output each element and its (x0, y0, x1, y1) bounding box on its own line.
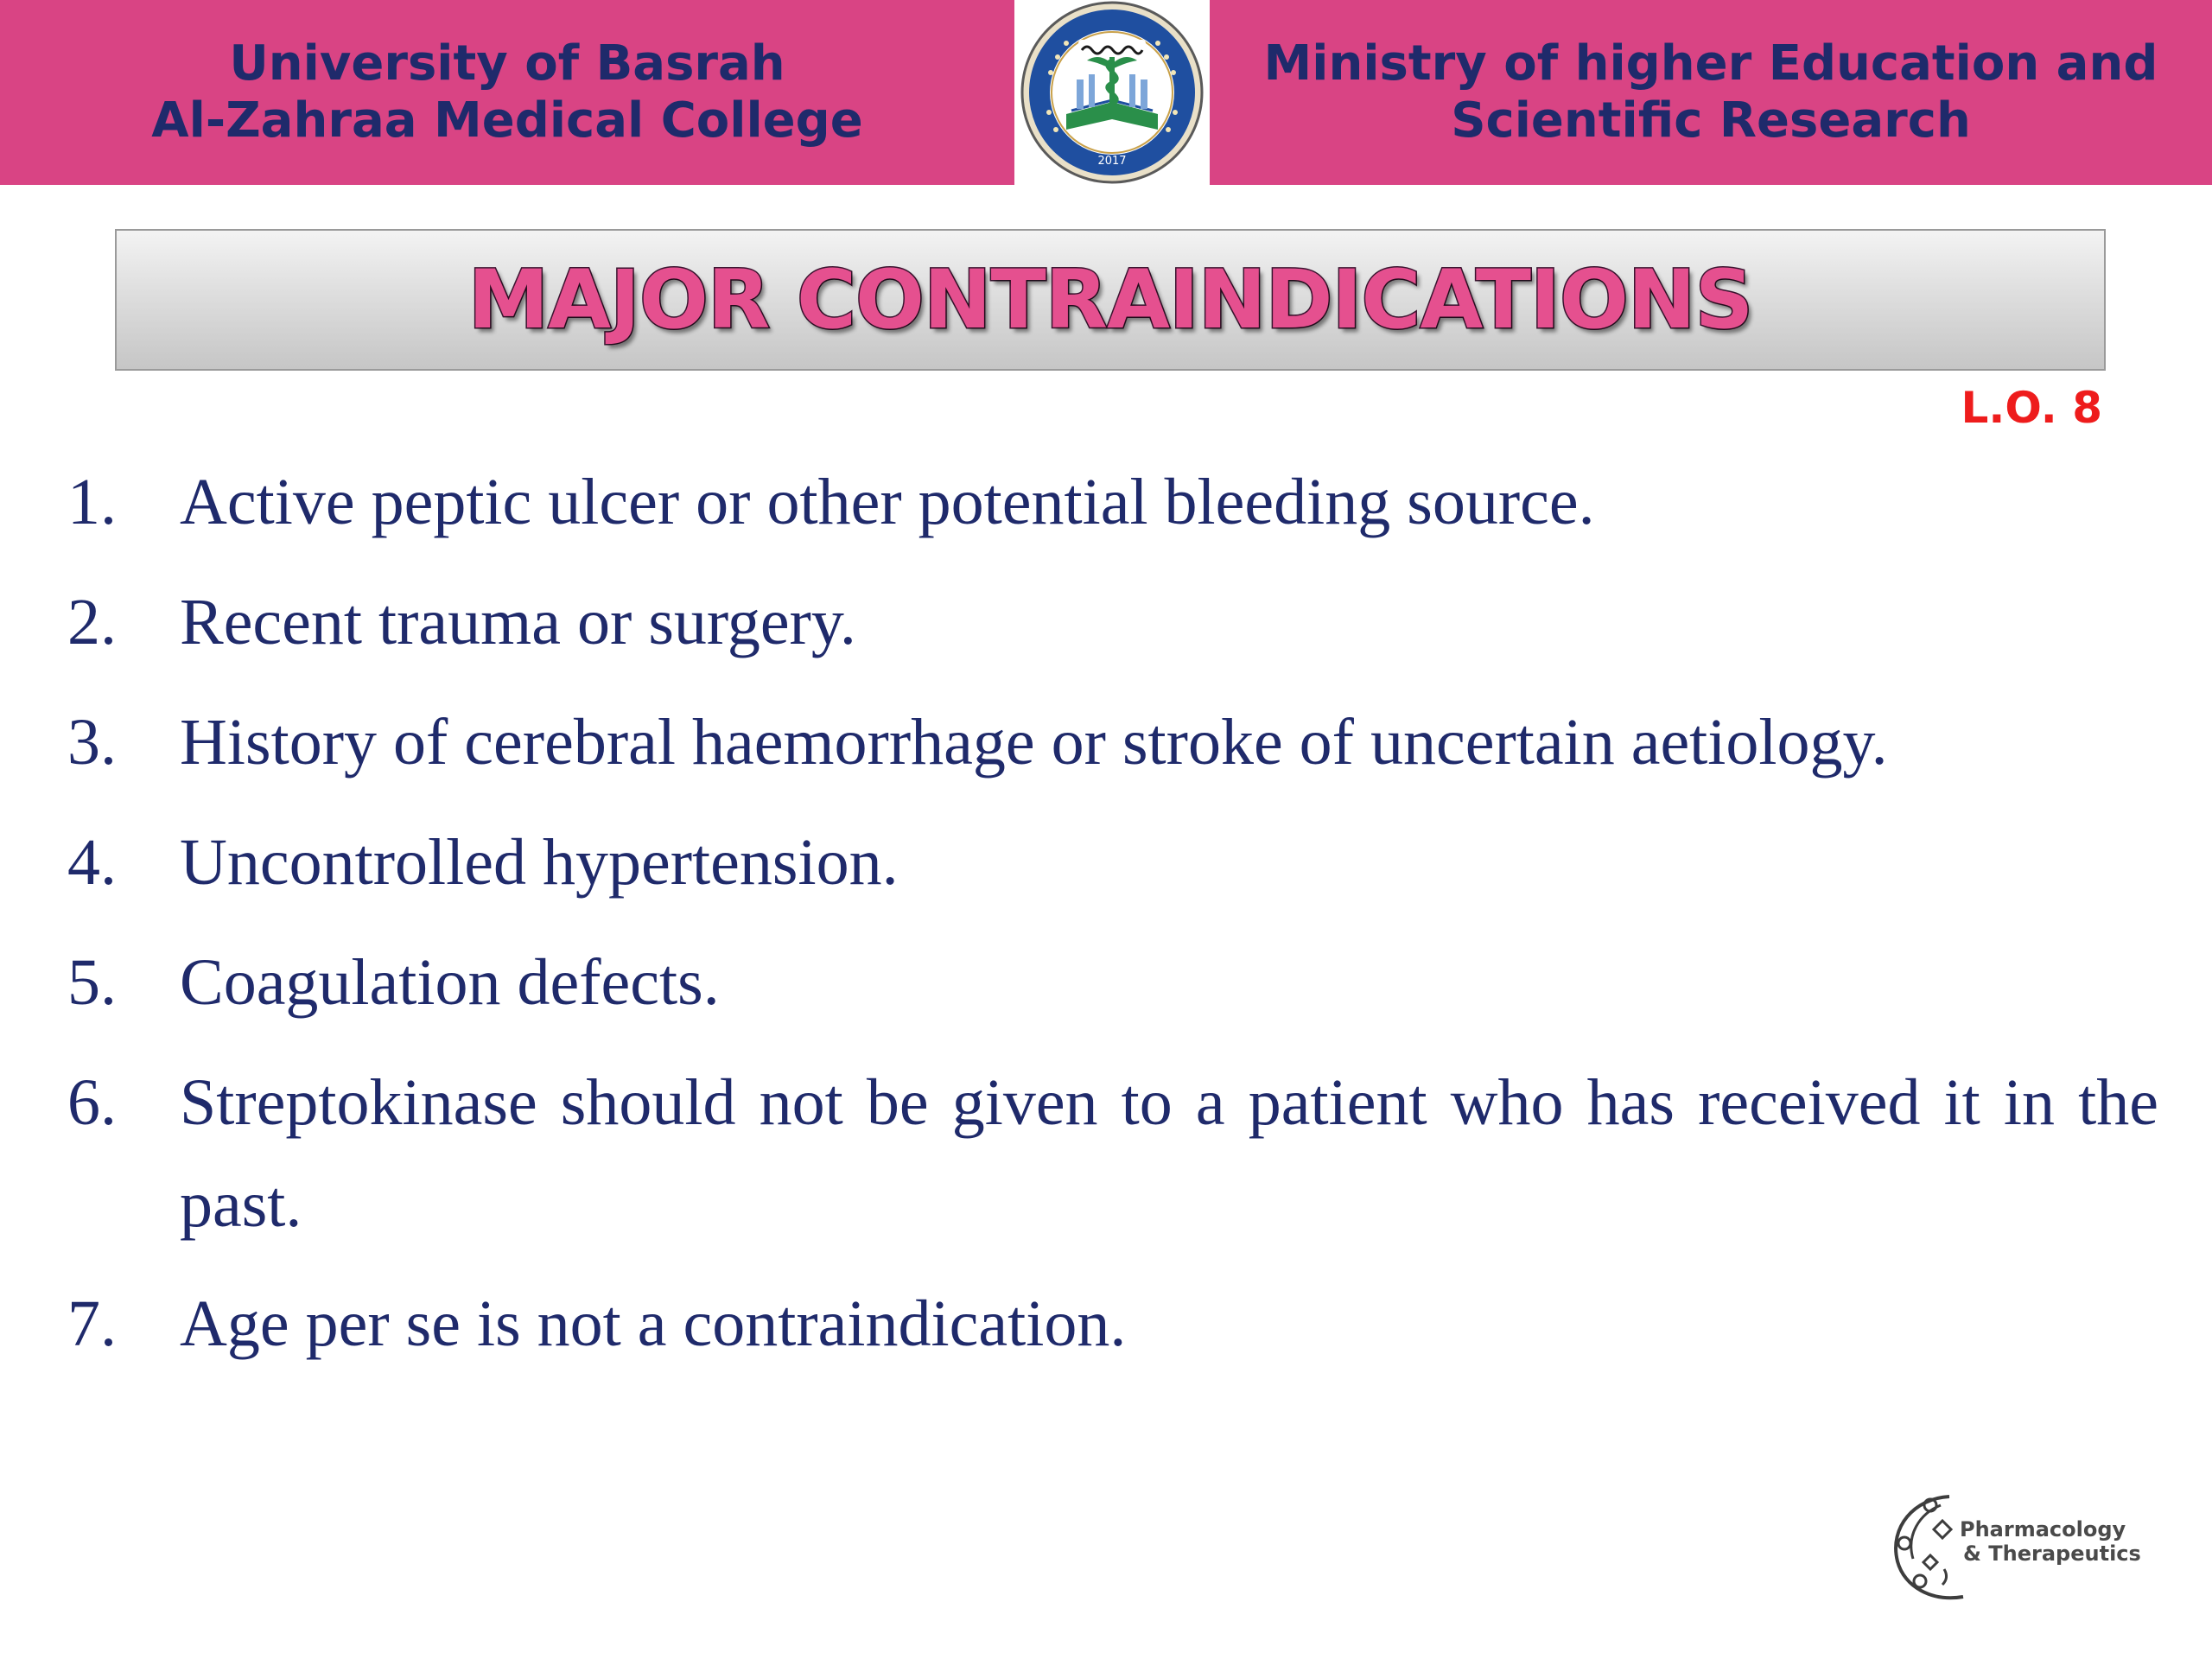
list-item (67, 1273, 2158, 1375)
list-item (67, 691, 2158, 793)
list-item (67, 931, 2158, 1033)
item-number: 2. (67, 586, 117, 658)
footer-line-2: & Therapeutics (1963, 1541, 2141, 1566)
pharmacology-logo (1880, 1479, 2157, 1609)
item-number: 7. (67, 1287, 117, 1360)
learning-objective-tag: L.O. 8 (1961, 383, 2102, 433)
item-number: 5. (67, 946, 117, 1019)
item-text: Uncontrolled hypertension. (180, 826, 899, 899)
college-seal-icon (1014, 0, 1210, 185)
ministry-line-2: Scientific Research (1451, 92, 1971, 149)
college-seal (1014, 0, 1210, 185)
item-text: Recent trauma or surgery. (180, 586, 856, 658)
college-name: Al-Zahraa Medical College (151, 92, 863, 149)
item-number: 1. (67, 466, 117, 538)
item-text: Active peptic ulcer or other potential bleeding source. (180, 466, 1595, 538)
footer-line-1: Pharmacology (1960, 1517, 2126, 1541)
item-number: 6. (67, 1066, 117, 1139)
footer-label (1960, 1517, 2141, 1566)
header-right-banner (1210, 0, 2212, 185)
item-text: History of cerebral haemorrhage or stroke of uncertain aetiology. (180, 706, 1888, 779)
item-text: Streptokinase should not be given to a patient who has received it in the past. (180, 1066, 2158, 1241)
title-banner (115, 229, 2106, 371)
slide-title: MAJOR CONTRAINDICATIONS (467, 252, 1753, 347)
item-number: 3. (67, 706, 117, 779)
header-left-banner (0, 0, 1014, 185)
list-item (67, 451, 2158, 553)
list-item (67, 571, 2158, 673)
item-number: 4. (67, 826, 117, 899)
item-text: Coagulation defects. (180, 946, 720, 1019)
list-item (67, 1052, 2158, 1255)
item-text: Age per se is not a contraindication. (180, 1287, 1127, 1360)
ministry-line-1: Ministry of higher Education and (1263, 35, 2158, 92)
list-item (67, 811, 2158, 913)
university-name: University of Basrah (229, 35, 785, 92)
seal-year: 2017 (1097, 155, 1127, 168)
